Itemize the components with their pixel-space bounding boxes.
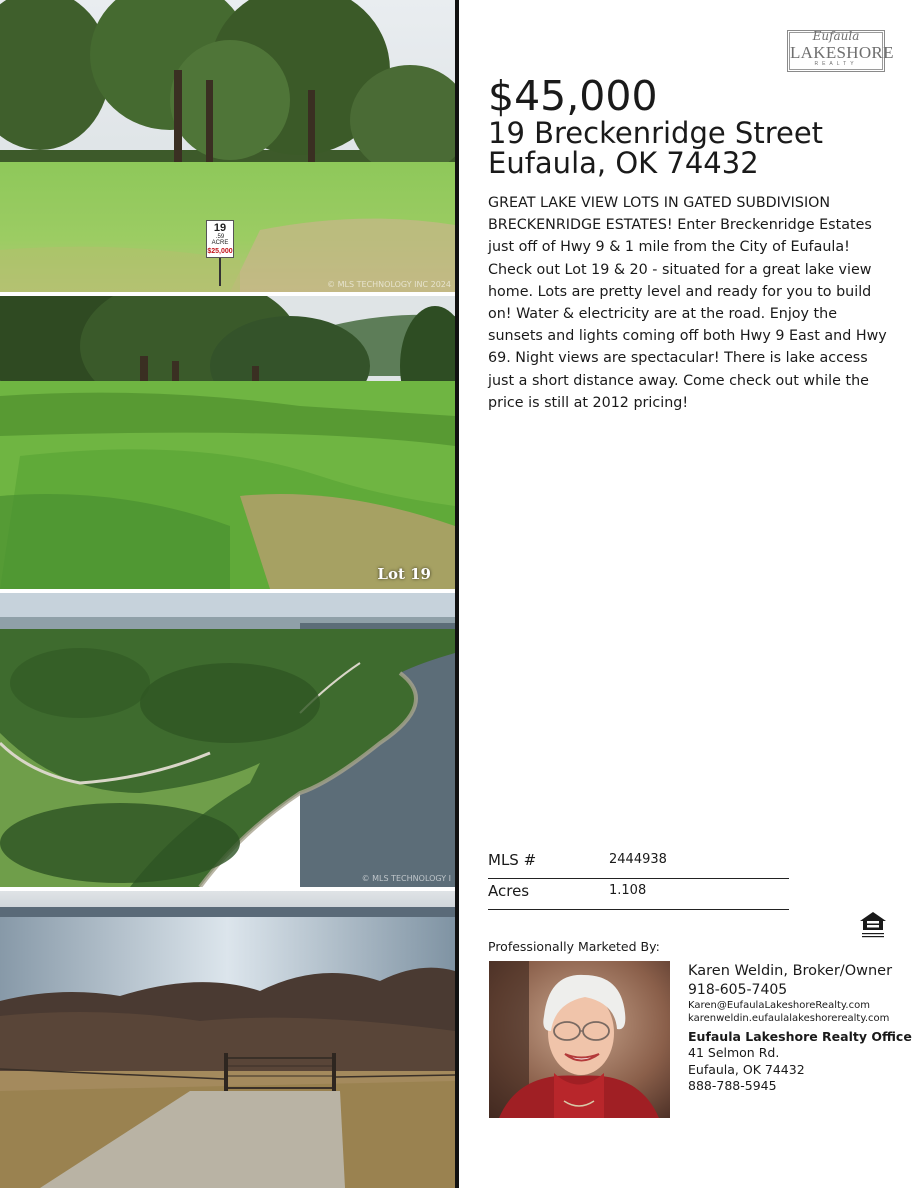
eufaula-lakeshore-realty-logo[interactable] bbox=[787, 29, 894, 72]
agent-name-title: Karen Weldin, Broker/Owner bbox=[688, 963, 893, 979]
lot-sign bbox=[206, 220, 234, 286]
agent-email-link[interactable]: Karen@EufaulaLakeshoreRealty.com bbox=[688, 1000, 870, 1011]
fact-label-acres: Acres bbox=[488, 882, 530, 900]
listing-city-state-zip: Eufaula, OK 74432 bbox=[488, 146, 759, 180]
office-name: Eufaula Lakeshore Realty Office bbox=[688, 1029, 912, 1044]
fact-value-acres: 1.108 bbox=[609, 883, 647, 898]
logo-name-text: LAKESHORE bbox=[790, 43, 894, 62]
listing-photo-4[interactable] bbox=[0, 891, 455, 1188]
sign-post bbox=[219, 258, 221, 286]
office-address-line2: Eufaula, OK 74432 bbox=[688, 1061, 805, 1077]
office-phone[interactable]: 888-788-5945 bbox=[688, 1078, 777, 1093]
listing-price: $45,000 bbox=[488, 72, 658, 120]
listing-facts bbox=[488, 848, 789, 910]
fact-label-mls: MLS # bbox=[488, 851, 537, 869]
agent-phone[interactable]: 918-605-7405 bbox=[688, 982, 788, 998]
fact-value-mls: 2444938 bbox=[609, 852, 667, 867]
listing-photo-1[interactable] bbox=[0, 0, 455, 292]
fact-row-mls bbox=[488, 848, 789, 879]
agent-contact bbox=[688, 962, 912, 1095]
logo-script-text: Eufaula bbox=[812, 29, 860, 43]
photo-4-image bbox=[0, 891, 455, 1188]
lot-sign-board bbox=[206, 220, 234, 258]
sign-acres: .59 bbox=[215, 234, 225, 240]
sign-acre-word: ACRE bbox=[211, 240, 229, 246]
photo-3-image bbox=[0, 593, 455, 887]
agent-photo bbox=[489, 961, 670, 1118]
fact-row-acres bbox=[488, 879, 789, 910]
agent-website-link[interactable]: karenweldin.eufaulalakeshorerealty.com bbox=[688, 1013, 890, 1024]
logo-sub-text: REALTY bbox=[814, 61, 858, 67]
logo-frame bbox=[789, 29, 894, 70]
listing-description: GREAT LAKE VIEW LOTS IN GATED SUBDIVISION BRECKENRIDGE ESTATES! Enter Breckenridge Estates just off of Hwy 9 & 1 mile from the City of Eufaula! Check out Lot 19 & 20 - situated for a great lake view home. Lots are pretty level and ready for you to build on! Water & electricity are at the road. Enjoy the sunsets and lights coming off both Hwy 9 East and Hwy 69. Night views are spectacular! There is lake access just a short distance away. Come check out while the price is still at 2012 pricing! bbox=[488, 195, 887, 411]
sign-price: $25,000 bbox=[207, 248, 233, 255]
photo-2-image bbox=[0, 296, 455, 589]
marketed-by-label: Professionally Marketed By: bbox=[488, 939, 660, 954]
office-address-line1: 41 Selmon Rd. bbox=[688, 1045, 780, 1060]
equal-housing-opportunity-icon bbox=[858, 910, 888, 940]
listing-photo-3[interactable] bbox=[0, 593, 455, 887]
photo-1-watermark: © MLS TECHNOLOGY INC 2024 bbox=[327, 280, 451, 289]
listing-photo-2[interactable] bbox=[0, 296, 455, 589]
photo-column bbox=[0, 0, 458, 1188]
listing-street-address: 19 Breckenridge Street bbox=[488, 116, 824, 150]
agent-portrait bbox=[489, 961, 670, 1118]
vertical-divider bbox=[455, 0, 459, 1188]
lot-19-label: Lot 19 bbox=[377, 565, 431, 583]
sign-lot-number: 19 bbox=[213, 222, 227, 234]
photo-3-watermark: © MLS TECHNOLOGY I bbox=[361, 874, 451, 883]
